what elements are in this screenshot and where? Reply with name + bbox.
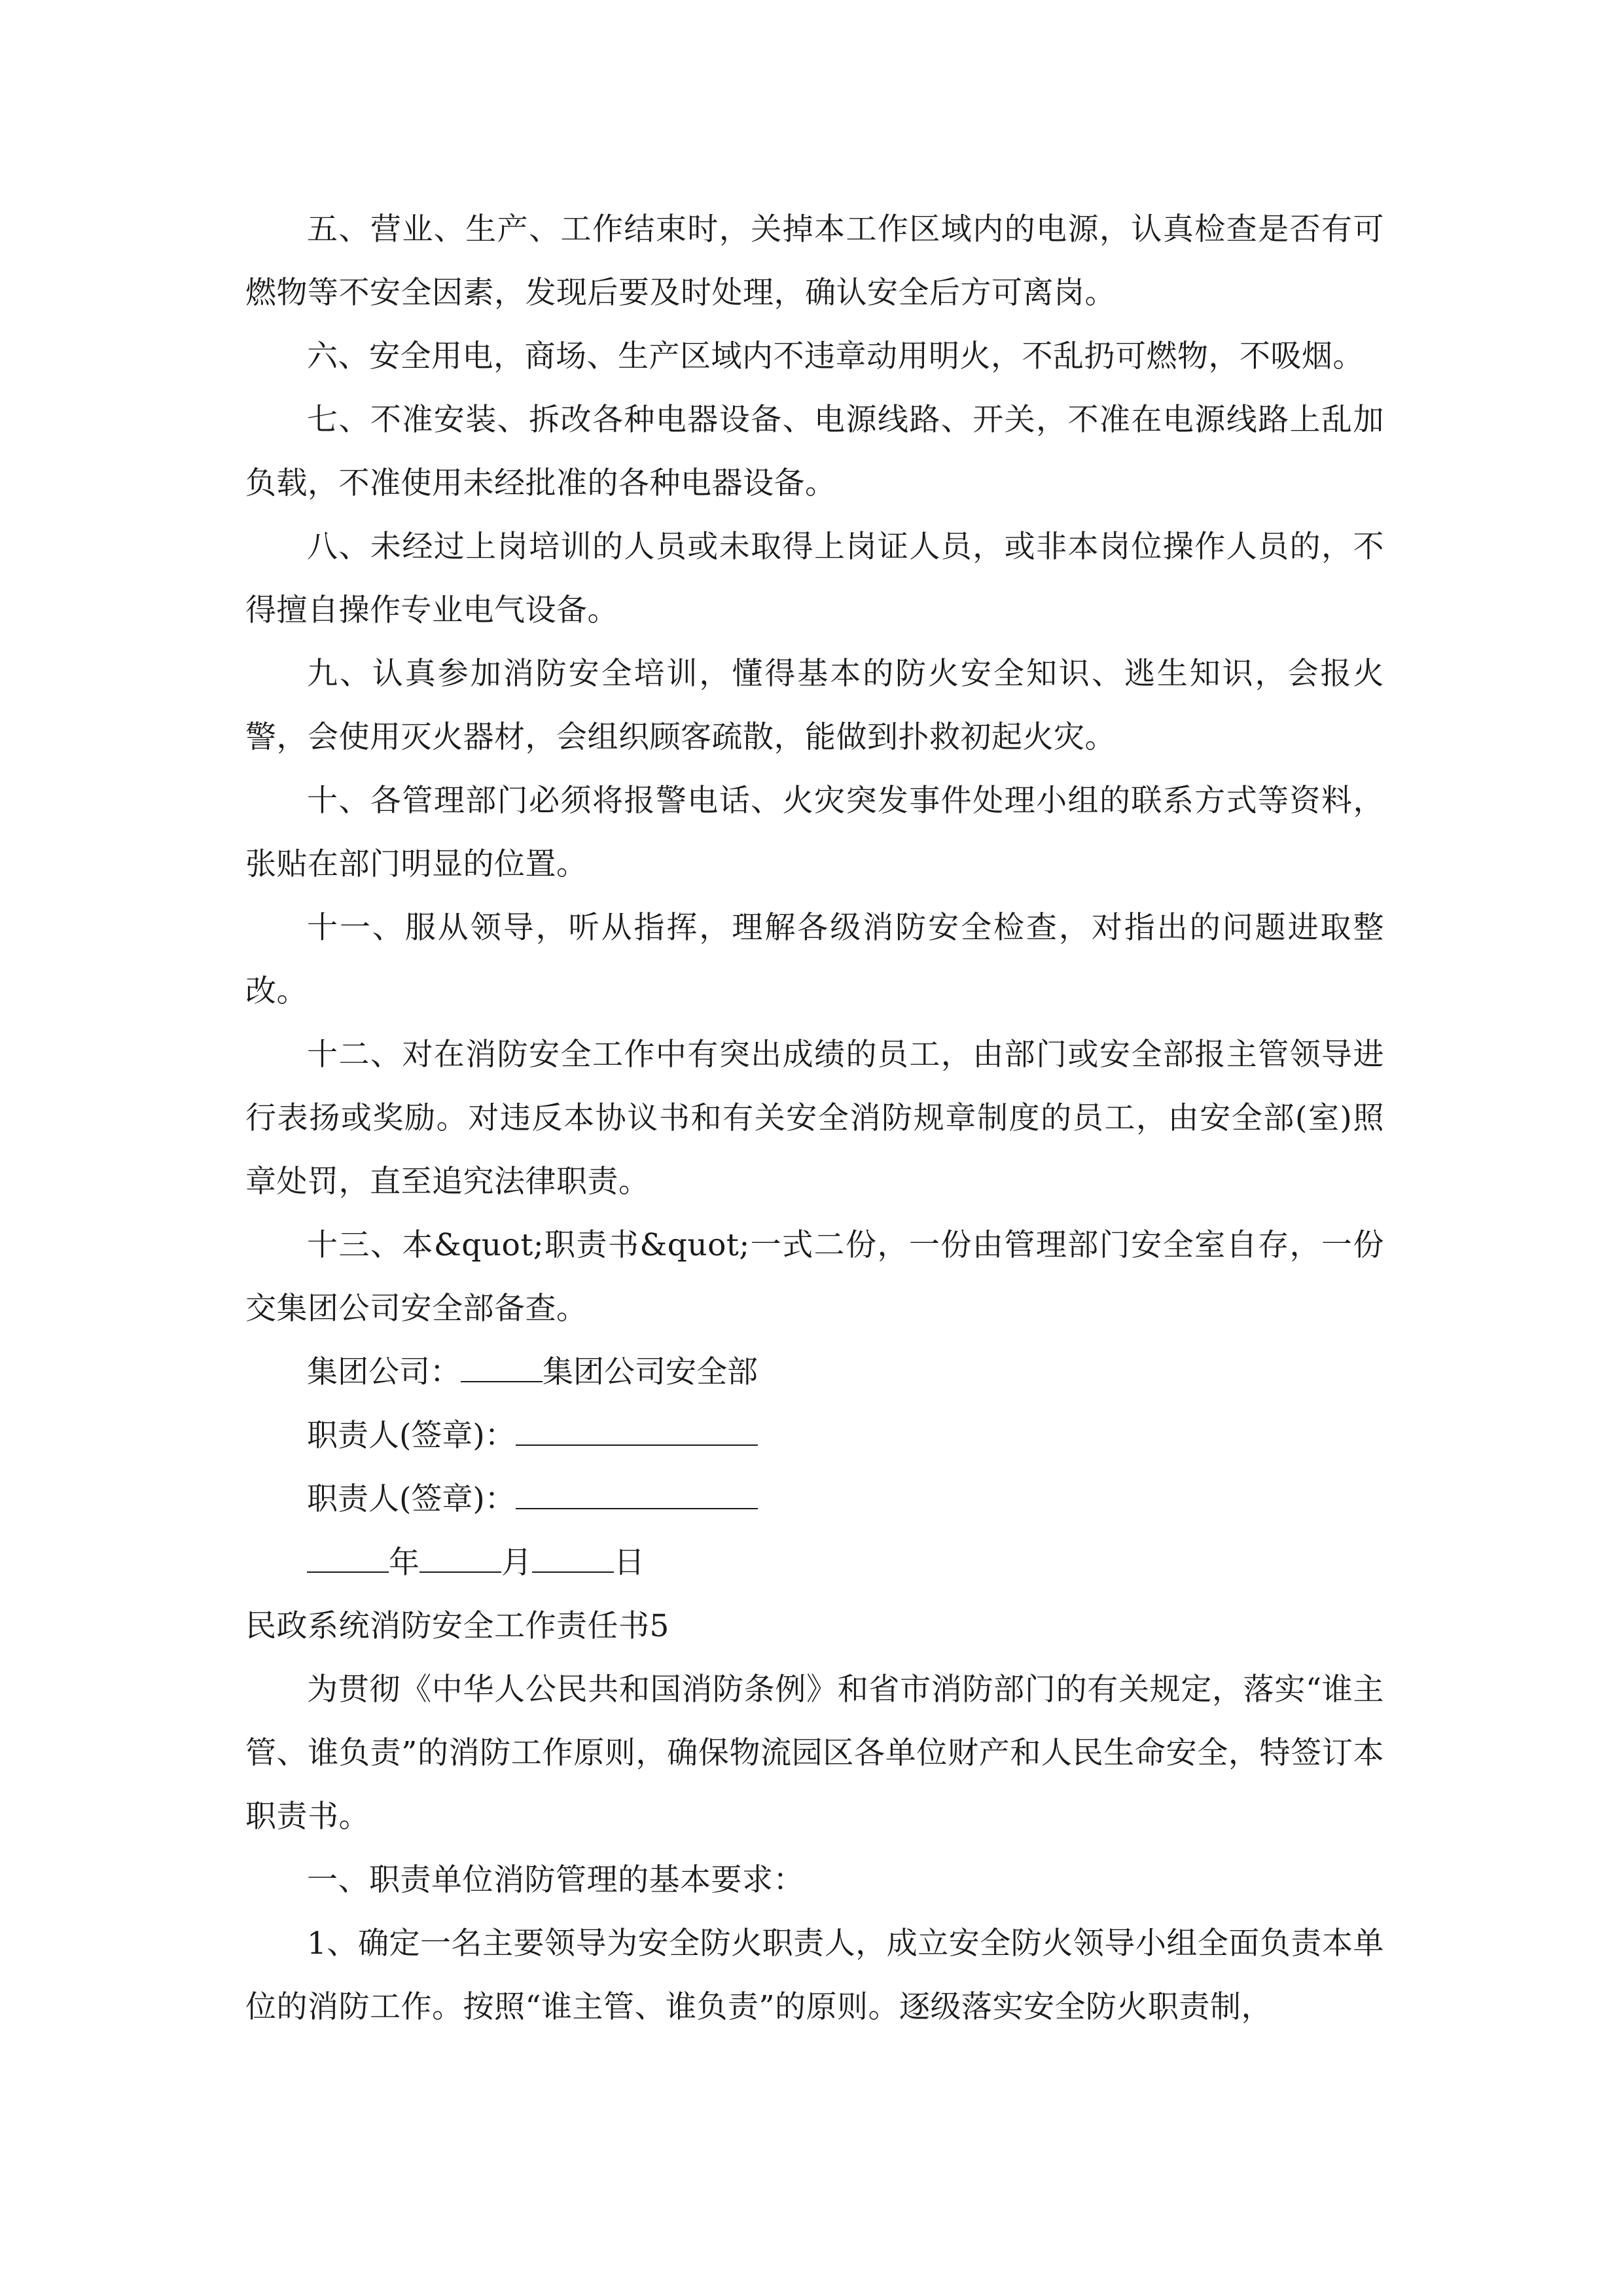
group-company-line — [245, 1340, 1384, 1404]
paragraph-item-9: 九、认真参加消防安全培训，懂得基本的防火安全知识、逃生知识，会报火警，会使用灭火器材，会组织顾客疏散，能做到扑救初起火灾。 — [245, 656, 1384, 755]
month-label: 月 — [501, 1545, 532, 1581]
day-label: 日 — [614, 1545, 645, 1581]
paragraph-item-10: 十、各管理部门必须将报警电话、火灾突发事件处理小组的联系方式等资料，张贴在部门明显的位置。 — [245, 783, 1384, 882]
signatory-blank-1[interactable] — [516, 1422, 758, 1446]
signatory-blank-2[interactable] — [516, 1486, 758, 1509]
paragraph-item-6: 六、安全用电，商场、生产区域内不违章动用明火，不乱扔可燃物，不吸烟。 — [307, 338, 1364, 374]
section-title: 民政系统消防安全工作责任书5 — [245, 1608, 669, 1644]
paragraph-item-12: 十二、对在消防安全工作中有突出成绩的员工，由部门或安全部报主管领导进行表扬或奖励。对违反本协议书和有关安全消防规章制度的员工，由安全部(室)照章处罚，直至追究法律职责。 — [245, 1037, 1384, 1200]
paragraph-item-7: 七、不准安装、拆改各种电器设备、电源线路、开关，不准在电源线路上乱加负载，不准使用未经批准的各种电器设备。 — [245, 402, 1384, 501]
signatory-label-1: 职责人(签章)： — [307, 1418, 516, 1454]
requirements-heading: 一、职责单位消防管理的基本要求： — [307, 1862, 804, 1898]
month-blank[interactable] — [419, 1549, 501, 1573]
date-line — [245, 1531, 1384, 1594]
signatory-line-1 — [245, 1404, 1384, 1467]
paragraph-item-5: 五、营业、生产、工作结束时，关掉本工作区域内的电源，认真检查是否有可燃物等不安全因素，发现后要及时处理，确认安全后方可离岗。 — [245, 211, 1384, 311]
day-blank[interactable] — [532, 1549, 614, 1573]
signatory-label-2: 职责人(签章)： — [307, 1481, 516, 1517]
paragraph-item-13: 十三、本&quot;职责书&quot;一式二份，一份由管理部门安全室自存，一份交集团公司安全部备查。 — [245, 1227, 1384, 1327]
signatory-line-2 — [245, 1467, 1384, 1531]
year-blank[interactable] — [307, 1549, 389, 1573]
document-body — [245, 198, 1384, 2039]
paragraph-item-11: 十一、服从领导，听从指挥，理解各级消防安全检查，对指出的问题进取整改。 — [245, 910, 1384, 1009]
paragraph-item-8: 八、未经过上岗培训的人员或未取得上岗证人员，或非本岗位操作人员的，不得擅自操作专业电气设备。 — [245, 529, 1384, 628]
group-company-blank[interactable] — [461, 1359, 543, 1382]
intro-paragraph: 为贯彻《中华人公民共和国消防条例》和省市消防部门的有关规定，落实“谁主管、谁负责”的消防工作原则，确保物流园区各单位财产和人民生命安全，特签订本职责书。 — [245, 1672, 1384, 1835]
requirement-item-1: 1、确定一名主要领导为安全防火职责人，成立安全防火领导小组全面负责本单位的消防工作。按照“谁主管、谁负责”的原则。逐级落实安全防火职责制， — [245, 1926, 1384, 2025]
group-company-value: 集团公司安全部 — [543, 1354, 758, 1390]
year-label: 年 — [389, 1545, 419, 1581]
group-company-label: 集团公司： — [307, 1354, 461, 1390]
